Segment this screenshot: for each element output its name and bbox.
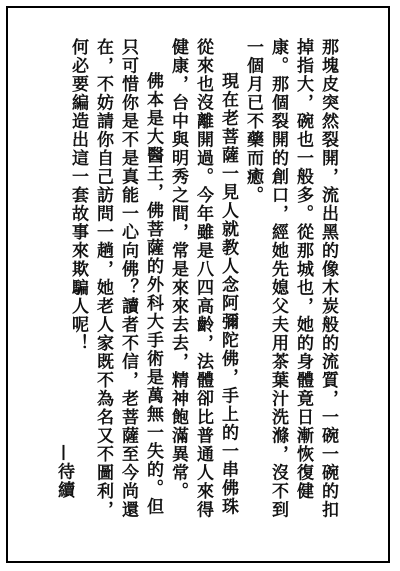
body-text [40, 38, 340, 530]
paragraph: 那塊皮突然裂開，流出黑的像木炭般的流質，一碗一碗的扣掉指大，碗也一般多。從那城也，她的身體竟日漸恢復健康。那個裂開的創口，經她先媳父夫用茶葉汁洗滌，沒不到一個月已不藥而癒。 [243, 38, 338, 519]
to-be-continued-note: —待續 [54, 444, 74, 500]
paragraph: 現在老菩薩一見人就教人念阿彌陀佛，手上的一串佛珠從來也沒離開過。今年雖是八四高齡，法體卻比普通人來得健康，台中與明秀之間，常是來來去去，精神飽滿異常。 [168, 38, 238, 519]
paragraph: 佛本是大醫王，佛菩薩的外科大手術是萬無一失的。但只可惜你是不是真能一心向佛？讀者不信，老菩薩至今尚還在，不妨請你自己訪問一趟，她老人家既不為名又不圖利，何必要編造出這一套故事來欺騙人呢！ [68, 38, 163, 519]
